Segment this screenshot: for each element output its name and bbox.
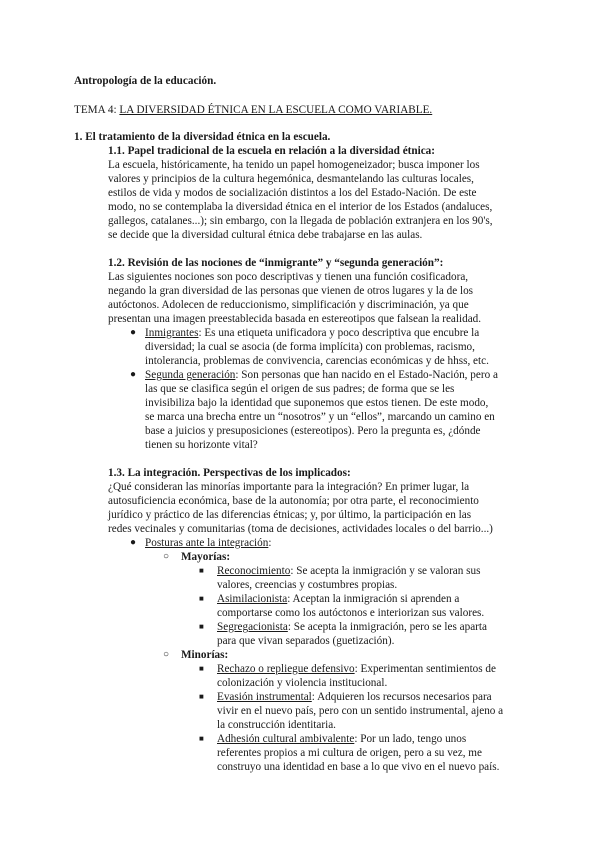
section-1-1-paragraph — [108, 158, 493, 242]
item-line: para que vivan separados (guetización). — [217, 635, 395, 647]
bullet-square-icon: ■ — [199, 692, 204, 701]
paragraph-line: Las siguientes nociones son poco descriptivas y tienen una función cosificadora, — [108, 271, 469, 283]
paragraph-line: negando la gran diversidad de las personas que vienen de otros lugares y la de los — [108, 285, 474, 297]
item-text: : Aceptan la inmigración si aprenden a — [287, 593, 460, 605]
paragraph-line: jurídico y práctico de las diferencias étnicas; y, por último, la participación en las — [108, 509, 472, 521]
section-1-1-heading: 1.1. Papel tradicional de la escuela en relación a la diversidad étnica: — [108, 145, 436, 157]
bullet-line: tienen su horizonte vital? — [145, 439, 258, 451]
bullet-first-line — [145, 368, 498, 382]
bullet-square-icon: ■ — [199, 664, 204, 673]
item-first-line — [217, 690, 503, 704]
bullet-text: : Son personas que han nacido en el Estado-Nación, pero a — [235, 369, 498, 381]
posturas-colon: : — [268, 537, 272, 549]
tema-title: LA DIVERSIDAD ÉTNICA EN LA ESCUELA COMO VARIABLE. — [119, 104, 433, 116]
mayorias-heading: Mayorías: — [181, 551, 231, 563]
paragraph-line: autosuficiencia económica, base de la autonomía; por otra parte, el reconocimiento — [108, 495, 479, 507]
minorias-item-rechazo — [217, 662, 496, 690]
minorias-heading: Minorías: — [181, 649, 229, 661]
item-text: : Por un lado, tengo unos — [354, 733, 467, 745]
paragraph-line: presentan una imagen preestablecida basada en estereotipos que falsean la realidad. — [108, 313, 482, 325]
bullet-line: base a juicios y presuposiciones (estereotipos). Pero la pregunta es, ¿dónde — [145, 425, 481, 437]
bullet-line: las que se clasifica según el origen de sus padres; de forma que se les — [145, 383, 455, 395]
item-first-line — [217, 564, 480, 578]
item-text: : Experimentan sentimientos de — [354, 663, 496, 675]
section-1-heading: 1. El tratamiento de la diversidad étnica en la escuela. — [74, 131, 331, 143]
bullet-square-icon: ■ — [199, 734, 204, 743]
item-line: valores, creencias y costumbres propias. — [217, 579, 398, 591]
bullet-circle-icon: ○ — [163, 551, 170, 562]
item-term: Adhesión cultural ambivalente — [217, 733, 355, 745]
bullet-line: diversidad; la cual se asocia (de forma implícita) con problemas, racismo, — [145, 341, 475, 353]
item-text: : Se acepta la inmigración, pero se les aparta — [287, 621, 487, 633]
paragraph-line: autóctonos. Adolecen de reduccionismo, simplificación y discriminación, ya que — [108, 299, 469, 311]
paragraph-line: La escuela, históricamente, ha tenido un papel homogeneizador; busca imponer los — [108, 159, 480, 171]
item-term: Evasión instrumental — [217, 691, 312, 703]
bullet-line: se marca una brecha entre un “nosotros” y un “ellos”, marcando un camino en — [145, 411, 495, 423]
item-text: : Se acepta la inmigración y se valoran sus — [290, 565, 481, 577]
section-1-3-heading: 1.3. La integración. Perspectivas de los implicados: — [108, 467, 351, 479]
minorias-item-evasion — [217, 690, 503, 732]
section-1-3-paragraph — [108, 480, 493, 536]
section-1-2-paragraph — [108, 270, 481, 326]
bullet-square-icon: ■ — [199, 566, 204, 575]
paragraph-line: valores y principios de la cultura hegemónica, desmantelando las culturas locales, — [108, 173, 474, 185]
posturas-label: Posturas ante la integración — [145, 537, 269, 549]
item-term: Reconocimiento — [217, 565, 291, 577]
bullet-text: : Es una etiqueta unificadora y poco descriptiva que encubre la — [198, 327, 480, 339]
item-line: la construcción identitaria. — [217, 719, 336, 731]
item-line: colonización y violencia institucional. — [217, 677, 388, 689]
paragraph-line: se decide que la diversidad cultural étnica debe trabajarse en las aulas. — [108, 229, 423, 241]
item-term: Rechazo o repliegue defensivo — [217, 663, 355, 675]
bullet-line: invisibiliza bajo la identidad que suponemos que estos tienen. De este modo, — [145, 397, 489, 409]
bullet-dot-icon: ● — [130, 537, 137, 548]
posturas-heading — [145, 536, 271, 550]
paragraph-line: estilos de vida y modos de socialización distintos a los del Estado-Nación. De este — [108, 187, 477, 199]
bullet-first-line — [145, 326, 489, 340]
subject-title: Antropología de la educación. — [74, 75, 217, 87]
minorias-item-adhesion — [217, 732, 499, 774]
section-1-2-heading: 1.2. Revisión de las nociones de “inmigrante” y “segunda generación”: — [108, 257, 444, 269]
bullet-line: intolerancia, problemas de convivencia, carencias económicas y de hhss, etc. — [145, 355, 489, 367]
item-line: comportarse como los autóctonos e interiorizan sus valores. — [217, 607, 485, 619]
paragraph-line: redes vecinales y comunitarias (toma de decisiones, actividades locales o del barrio...) — [108, 523, 493, 535]
bullet-square-icon: ■ — [199, 594, 204, 603]
bullet-term: Inmigrantes — [145, 327, 199, 339]
bullet-dot-icon: ● — [130, 327, 137, 338]
paragraph-line: gallegos, catalanes...); sin embargo, con la llegada de población extranjera en los 90's, — [108, 215, 493, 227]
item-first-line — [217, 620, 487, 634]
item-line: referentes propios a mi cultura de origen, pero a su vez, me — [217, 747, 482, 759]
item-first-line — [217, 732, 499, 746]
item-first-line — [217, 592, 484, 606]
item-line: construyo una identidad en base a lo que vivo en el nuevo país. — [217, 761, 500, 773]
bullet-term: Segunda generación — [145, 369, 236, 381]
bullet-circle-icon: ○ — [163, 649, 170, 660]
item-text: : Adquieren los recursos necesarios para — [311, 691, 492, 703]
bullet-square-icon: ■ — [199, 622, 204, 631]
item-first-line — [217, 662, 496, 676]
tema-prefix: TEMA 4: — [74, 104, 120, 116]
tema-heading — [74, 103, 432, 117]
bullet-segunda-generacion — [145, 368, 498, 452]
paragraph-line: modo, no se contemplaba la diversidad étnica en el interior de los Estados (andaluces, — [108, 201, 493, 213]
item-term: Asimilacionista — [217, 593, 288, 605]
bullet-dot-icon: ● — [130, 369, 137, 380]
paragraph-line: ¿Qué consideran las minorías importante para la integración? En primer lugar, la — [108, 481, 470, 493]
item-line: vivir en el nuevo país, pero con un sentido instrumental, ajeno a — [217, 705, 504, 717]
bullet-inmigrantes — [145, 326, 489, 368]
mayorias-item-asimilacionista — [217, 592, 484, 620]
mayorias-item-reconocimiento — [217, 564, 480, 592]
mayorias-item-segregacionista — [217, 620, 487, 648]
item-term: Segregacionista — [217, 621, 288, 633]
